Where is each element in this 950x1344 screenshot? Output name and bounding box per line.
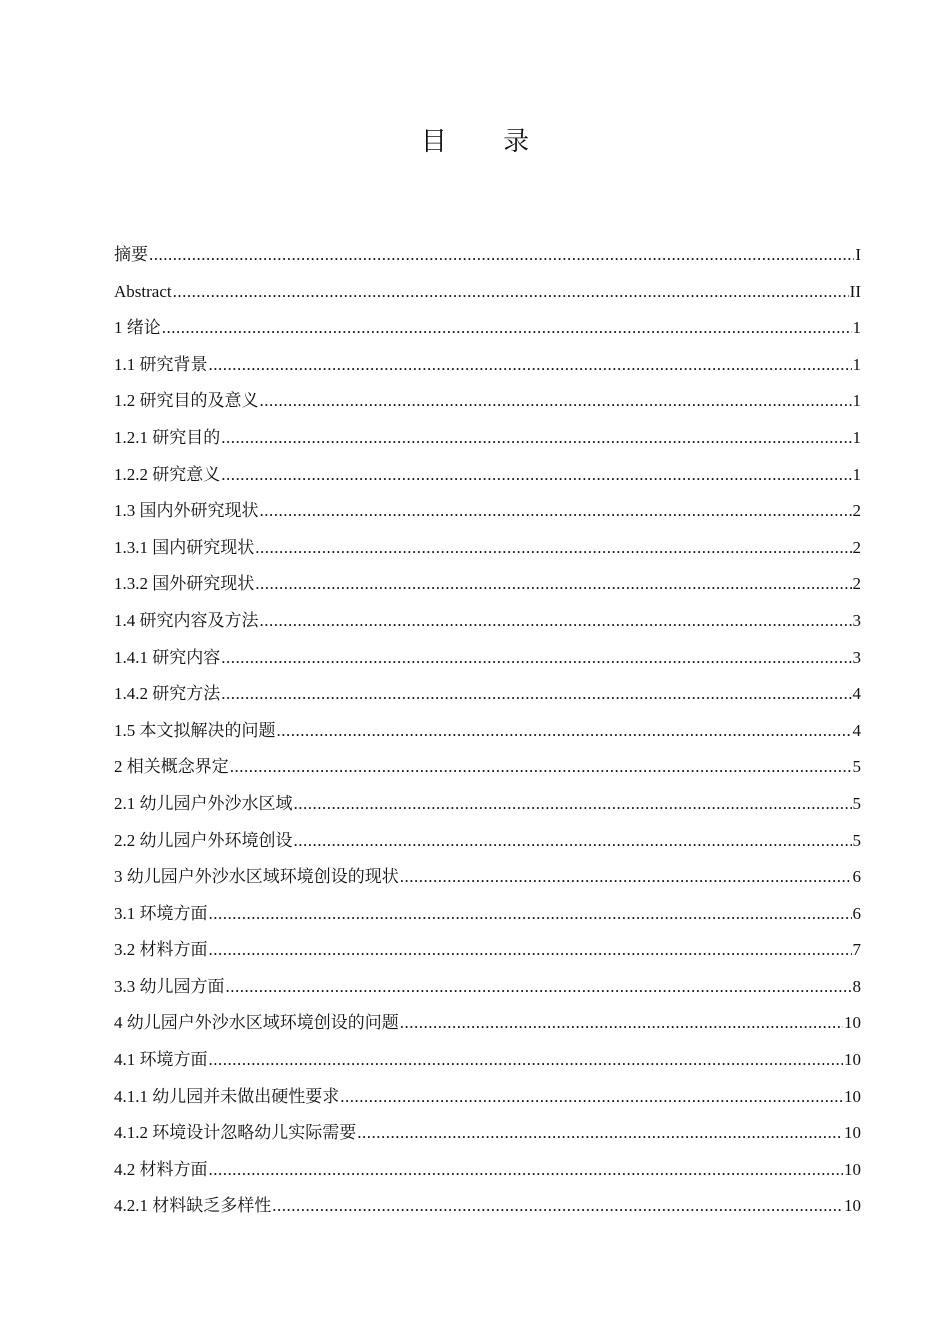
dot-leader [221, 676, 851, 713]
toc-entry[interactable] [114, 896, 861, 933]
toc-entry[interactable] [114, 493, 861, 530]
dot-leader [357, 1115, 843, 1152]
toc-entry-label: 2.1 幼儿园户外沙水区域 [114, 793, 293, 813]
toc-entry[interactable] [114, 237, 861, 274]
toc-entry-label: 1.2.2 研究意义 [114, 464, 221, 484]
toc-entry-label: 3 幼儿园户外沙水区域环境创设的现状 [114, 867, 399, 887]
toc-entry-label: 1.3 国内外研究现状 [114, 501, 259, 521]
toc-entry-page-number: 10 [844, 1123, 861, 1143]
toc-entry-page-number: 10 [844, 1159, 861, 1179]
toc-entry-page-number: 2 [852, 501, 861, 521]
table-of-contents [114, 237, 861, 1225]
dot-leader [400, 859, 852, 896]
toc-entry-label: 1.3.2 国外研究现状 [114, 574, 255, 594]
toc-entry-page-number: 2 [852, 537, 861, 557]
toc-entry-label: 1.4.1 研究内容 [114, 647, 221, 667]
dot-leader [230, 749, 852, 786]
toc-entry-page-number: 10 [844, 1013, 861, 1033]
toc-entry[interactable] [114, 749, 861, 786]
toc-entry[interactable] [114, 530, 861, 567]
toc-entry-label: 1.4 研究内容及方法 [114, 610, 259, 630]
toc-entry[interactable] [114, 347, 861, 384]
dot-leader [209, 932, 852, 969]
toc-entry-page-number: 6 [852, 867, 861, 887]
toc-entry-label: 4.2.1 材料缺乏多样性 [114, 1196, 272, 1216]
toc-entry-page-number: 1 [852, 464, 861, 484]
toc-entry-page-number: 3 [852, 610, 861, 630]
toc-entry-page-number: 1 [852, 391, 861, 411]
toc-entry-label: 3.1 环境方面 [114, 903, 208, 923]
toc-entry-label: 摘要 [114, 245, 148, 264]
dot-leader [221, 640, 851, 677]
dot-leader [209, 1042, 844, 1079]
toc-entry-label: 1.3.1 国内研究现状 [114, 537, 255, 557]
dot-leader [173, 274, 849, 311]
dot-leader [226, 969, 852, 1006]
toc-entry[interactable] [114, 566, 861, 603]
dot-leader [162, 310, 852, 347]
toc-entry-page-number: 6 [852, 903, 861, 923]
toc-entry-page-number: 4 [852, 720, 861, 740]
toc-entry[interactable] [114, 1188, 861, 1225]
toc-entry-label: 1.2 研究目的及意义 [114, 391, 259, 411]
toc-entry[interactable] [114, 969, 861, 1006]
dot-leader [294, 786, 852, 823]
toc-entry-page-number: 2 [852, 574, 861, 594]
toc-entry-label: 4.2 材料方面 [114, 1159, 208, 1179]
toc-entry[interactable] [114, 310, 861, 347]
dot-leader [272, 1188, 843, 1225]
toc-entry[interactable] [114, 1005, 861, 1042]
toc-entry-label: 3.3 幼儿园方面 [114, 976, 225, 996]
toc-entry-label: 2.2 幼儿园户外环境创设 [114, 830, 293, 850]
toc-entry-label: 4.1.1 幼儿园并未做出硬性要求 [114, 1086, 340, 1106]
dot-leader [255, 530, 851, 567]
toc-entry[interactable] [114, 274, 861, 311]
toc-entry[interactable] [114, 1115, 861, 1152]
toc-entry[interactable] [114, 676, 861, 713]
toc-entry[interactable] [114, 457, 861, 494]
toc-entry[interactable] [114, 859, 861, 896]
dot-leader [209, 896, 852, 933]
toc-entry-page-number: 4 [852, 684, 861, 704]
toc-entry-label: 2 相关概念界定 [114, 757, 229, 777]
dot-leader [209, 347, 852, 384]
toc-entry-page-number: 5 [852, 830, 861, 850]
toc-entry-label: 1.2.1 研究目的 [114, 427, 221, 447]
toc-entry-page-number: 8 [852, 976, 861, 996]
dot-leader [277, 713, 852, 750]
toc-entry-label: 1 绪论 [114, 318, 161, 338]
toc-entry-page-number: 10 [844, 1196, 861, 1216]
toc-entry[interactable] [114, 823, 861, 860]
dot-leader [255, 566, 851, 603]
toc-entry-page-number: 5 [852, 757, 861, 777]
toc-entry-page-number: 1 [852, 354, 861, 374]
dot-leader [221, 457, 851, 494]
dot-leader [221, 420, 851, 457]
toc-entry[interactable] [114, 420, 861, 457]
toc-entry-label: 4.1.2 环境设计忽略幼儿实际需要 [114, 1123, 357, 1143]
page-title: 目 录 [420, 127, 554, 157]
dot-leader [260, 383, 852, 420]
toc-entry-page-number: II [849, 281, 861, 301]
dot-leader [209, 1152, 844, 1189]
toc-entry[interactable] [114, 1042, 861, 1079]
toc-entry-page-number: 1 [852, 427, 861, 447]
toc-entry-label: 4 幼儿园户外沙水区域环境创设的问题 [114, 1013, 399, 1033]
toc-entry-label: 1.1 研究背景 [114, 354, 208, 374]
toc-entry[interactable] [114, 1152, 861, 1189]
dot-leader [260, 493, 852, 530]
dot-leader [400, 1005, 843, 1042]
toc-entry[interactable] [114, 713, 861, 750]
toc-entry-page-number: 7 [852, 940, 861, 960]
toc-entry-page-number: 10 [844, 1086, 861, 1106]
toc-entry[interactable] [114, 786, 861, 823]
toc-entry[interactable] [114, 603, 861, 640]
toc-entry-label: 1.5 本文拟解决的问题 [114, 720, 276, 740]
toc-entry-label: 3.2 材料方面 [114, 940, 208, 960]
toc-entry[interactable] [114, 640, 861, 677]
toc-entry[interactable] [114, 383, 861, 420]
dot-leader [260, 603, 852, 640]
toc-entry-label: Abstract [114, 281, 172, 301]
toc-entry[interactable] [114, 1079, 861, 1116]
toc-entry-page-number: 3 [852, 647, 861, 667]
dot-leader [340, 1079, 843, 1116]
toc-entry-page-number: 5 [852, 793, 861, 813]
toc-entry-label: 1.4.2 研究方法 [114, 684, 221, 704]
toc-entry-page-number: I [855, 245, 861, 264]
dot-leader [294, 823, 852, 860]
toc-entry[interactable] [114, 932, 861, 969]
toc-entry-page-number: 10 [844, 1050, 861, 1070]
dot-leader [149, 237, 854, 274]
toc-entry-page-number: 1 [852, 318, 861, 338]
toc-entry-label: 4.1 环境方面 [114, 1050, 208, 1070]
